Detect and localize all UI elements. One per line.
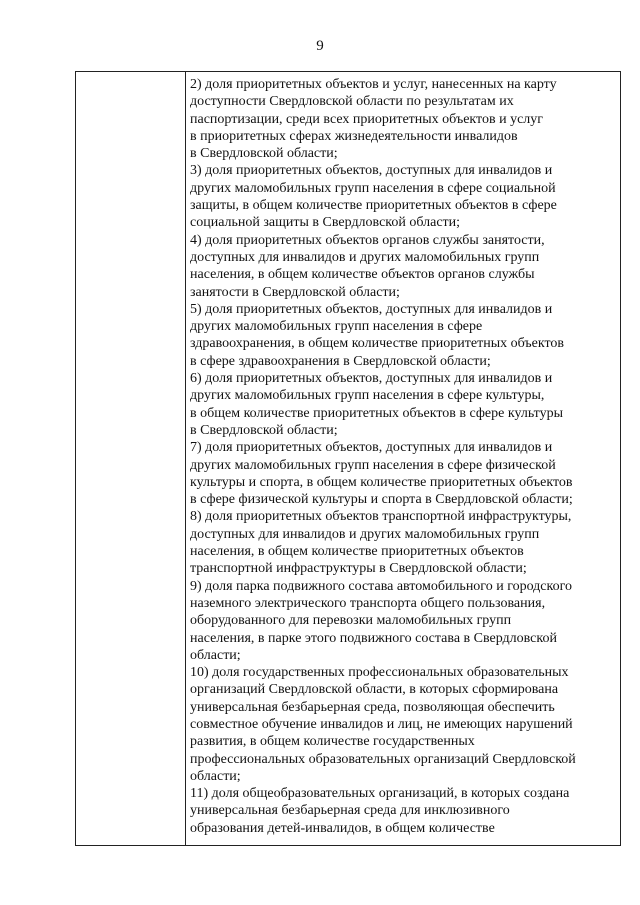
page-number: 9 <box>316 38 324 54</box>
text-line: других маломобильных групп населения в сфере культуры, <box>190 388 545 404</box>
text-line: в Свердловской области; <box>190 146 338 162</box>
text-line: культуры и спорта, в общем количестве приоритетных объектов <box>190 474 573 490</box>
text-line: доступных для инвалидов и других маломобильных групп <box>190 526 540 542</box>
text-line: здравоохранения, в общем количестве приоритетных объектов <box>190 336 564 352</box>
text-line: в сфере здравоохранения в Свердловской области; <box>190 353 491 369</box>
text-line: образования детей-инвалидов, в общем количестве <box>190 820 495 836</box>
text-line: профессиональных образовательных организаций Свердловской <box>190 751 576 767</box>
text-line: области; <box>190 647 241 663</box>
text-line: в общем количестве приоритетных объектов в сфере культуры <box>190 405 564 421</box>
text-line: населения, в общем количестве объектов органов службы <box>190 267 535 283</box>
text-line: транспортной инфраструктуры в Свердловской области; <box>190 561 527 577</box>
text-line: других маломобильных групп населения в сфере <box>190 319 483 335</box>
text-line: в сфере физической культуры и спорта в Свердловской области; <box>190 492 573 508</box>
table-right-cell <box>190 76 618 837</box>
text-line: наземного электрического транспорта общего пользования, <box>190 595 546 611</box>
text-line: 3) доля приоритетных объектов, доступных для инвалидов и <box>190 163 553 179</box>
text-line: универсальная безбарьерная среда для инклюзивного <box>190 803 510 819</box>
text-line: защиты, в общем количестве приоритетных объектов в сфере <box>190 198 557 214</box>
text-line: организаций Свердловской области, в которых сформирована <box>190 682 559 698</box>
text-line: 5) доля приоритетных объектов, доступных для инвалидов и <box>190 301 553 317</box>
text-line: области; <box>190 768 241 784</box>
text-line: социальной защиты в Свердловской области; <box>190 215 461 231</box>
text-line: других маломобильных групп населения в сфере физической <box>190 457 556 473</box>
text-line: оборудованного для перевозки маломобильных групп <box>190 613 512 629</box>
text-line: развития, в общем количестве государственных <box>190 734 475 750</box>
text-line: населения, в парке этого подвижного состава в Свердловской <box>190 630 557 646</box>
text-line: 8) доля приоритетных объектов транспортной инфраструктуры, <box>190 509 572 525</box>
indicators-table <box>75 71 621 846</box>
text-line: других маломобильных групп населения в сфере социальной <box>190 180 556 196</box>
text-line: 6) доля приоритетных объектов, доступных для инвалидов и <box>190 371 553 387</box>
text-line: доступности Свердловской области по результатам их <box>190 94 514 110</box>
text-line: 2) доля приоритетных объектов и услуг, нанесенных на карту <box>190 77 557 92</box>
text-line: доступных для инвалидов и других маломобильных групп <box>190 249 540 265</box>
text-line: 11) доля общеобразовательных организаций, в которых создана <box>190 786 570 802</box>
text-line: населения, в общем количестве приоритетных объектов <box>190 544 524 560</box>
text-line: 10) доля государственных профессиональных образовательных <box>190 665 569 681</box>
text-line: 7) доля приоритетных объектов, доступных для инвалидов и <box>190 440 553 456</box>
text-line: занятости в Свердловской области; <box>190 284 400 300</box>
text-line: в приоритетных сферах жизнедеятельности инвалидов <box>190 128 518 144</box>
text-line: универсальная безбарьерная среда, позволяющая обеспечить <box>190 699 555 715</box>
text-line: совместное обучение инвалидов и лиц, не имеющих нарушений <box>190 716 573 732</box>
text-line: 9) доля парка подвижного состава автомобильного и городского <box>190 578 573 594</box>
text-line: 4) доля приоритетных объектов органов службы занятости, <box>190 232 545 248</box>
table-left-cell <box>76 72 186 845</box>
text-line: в Свердловской области; <box>190 422 338 438</box>
text-line: паспортизации, среди всех приоритетных объектов и услуг <box>190 111 544 127</box>
